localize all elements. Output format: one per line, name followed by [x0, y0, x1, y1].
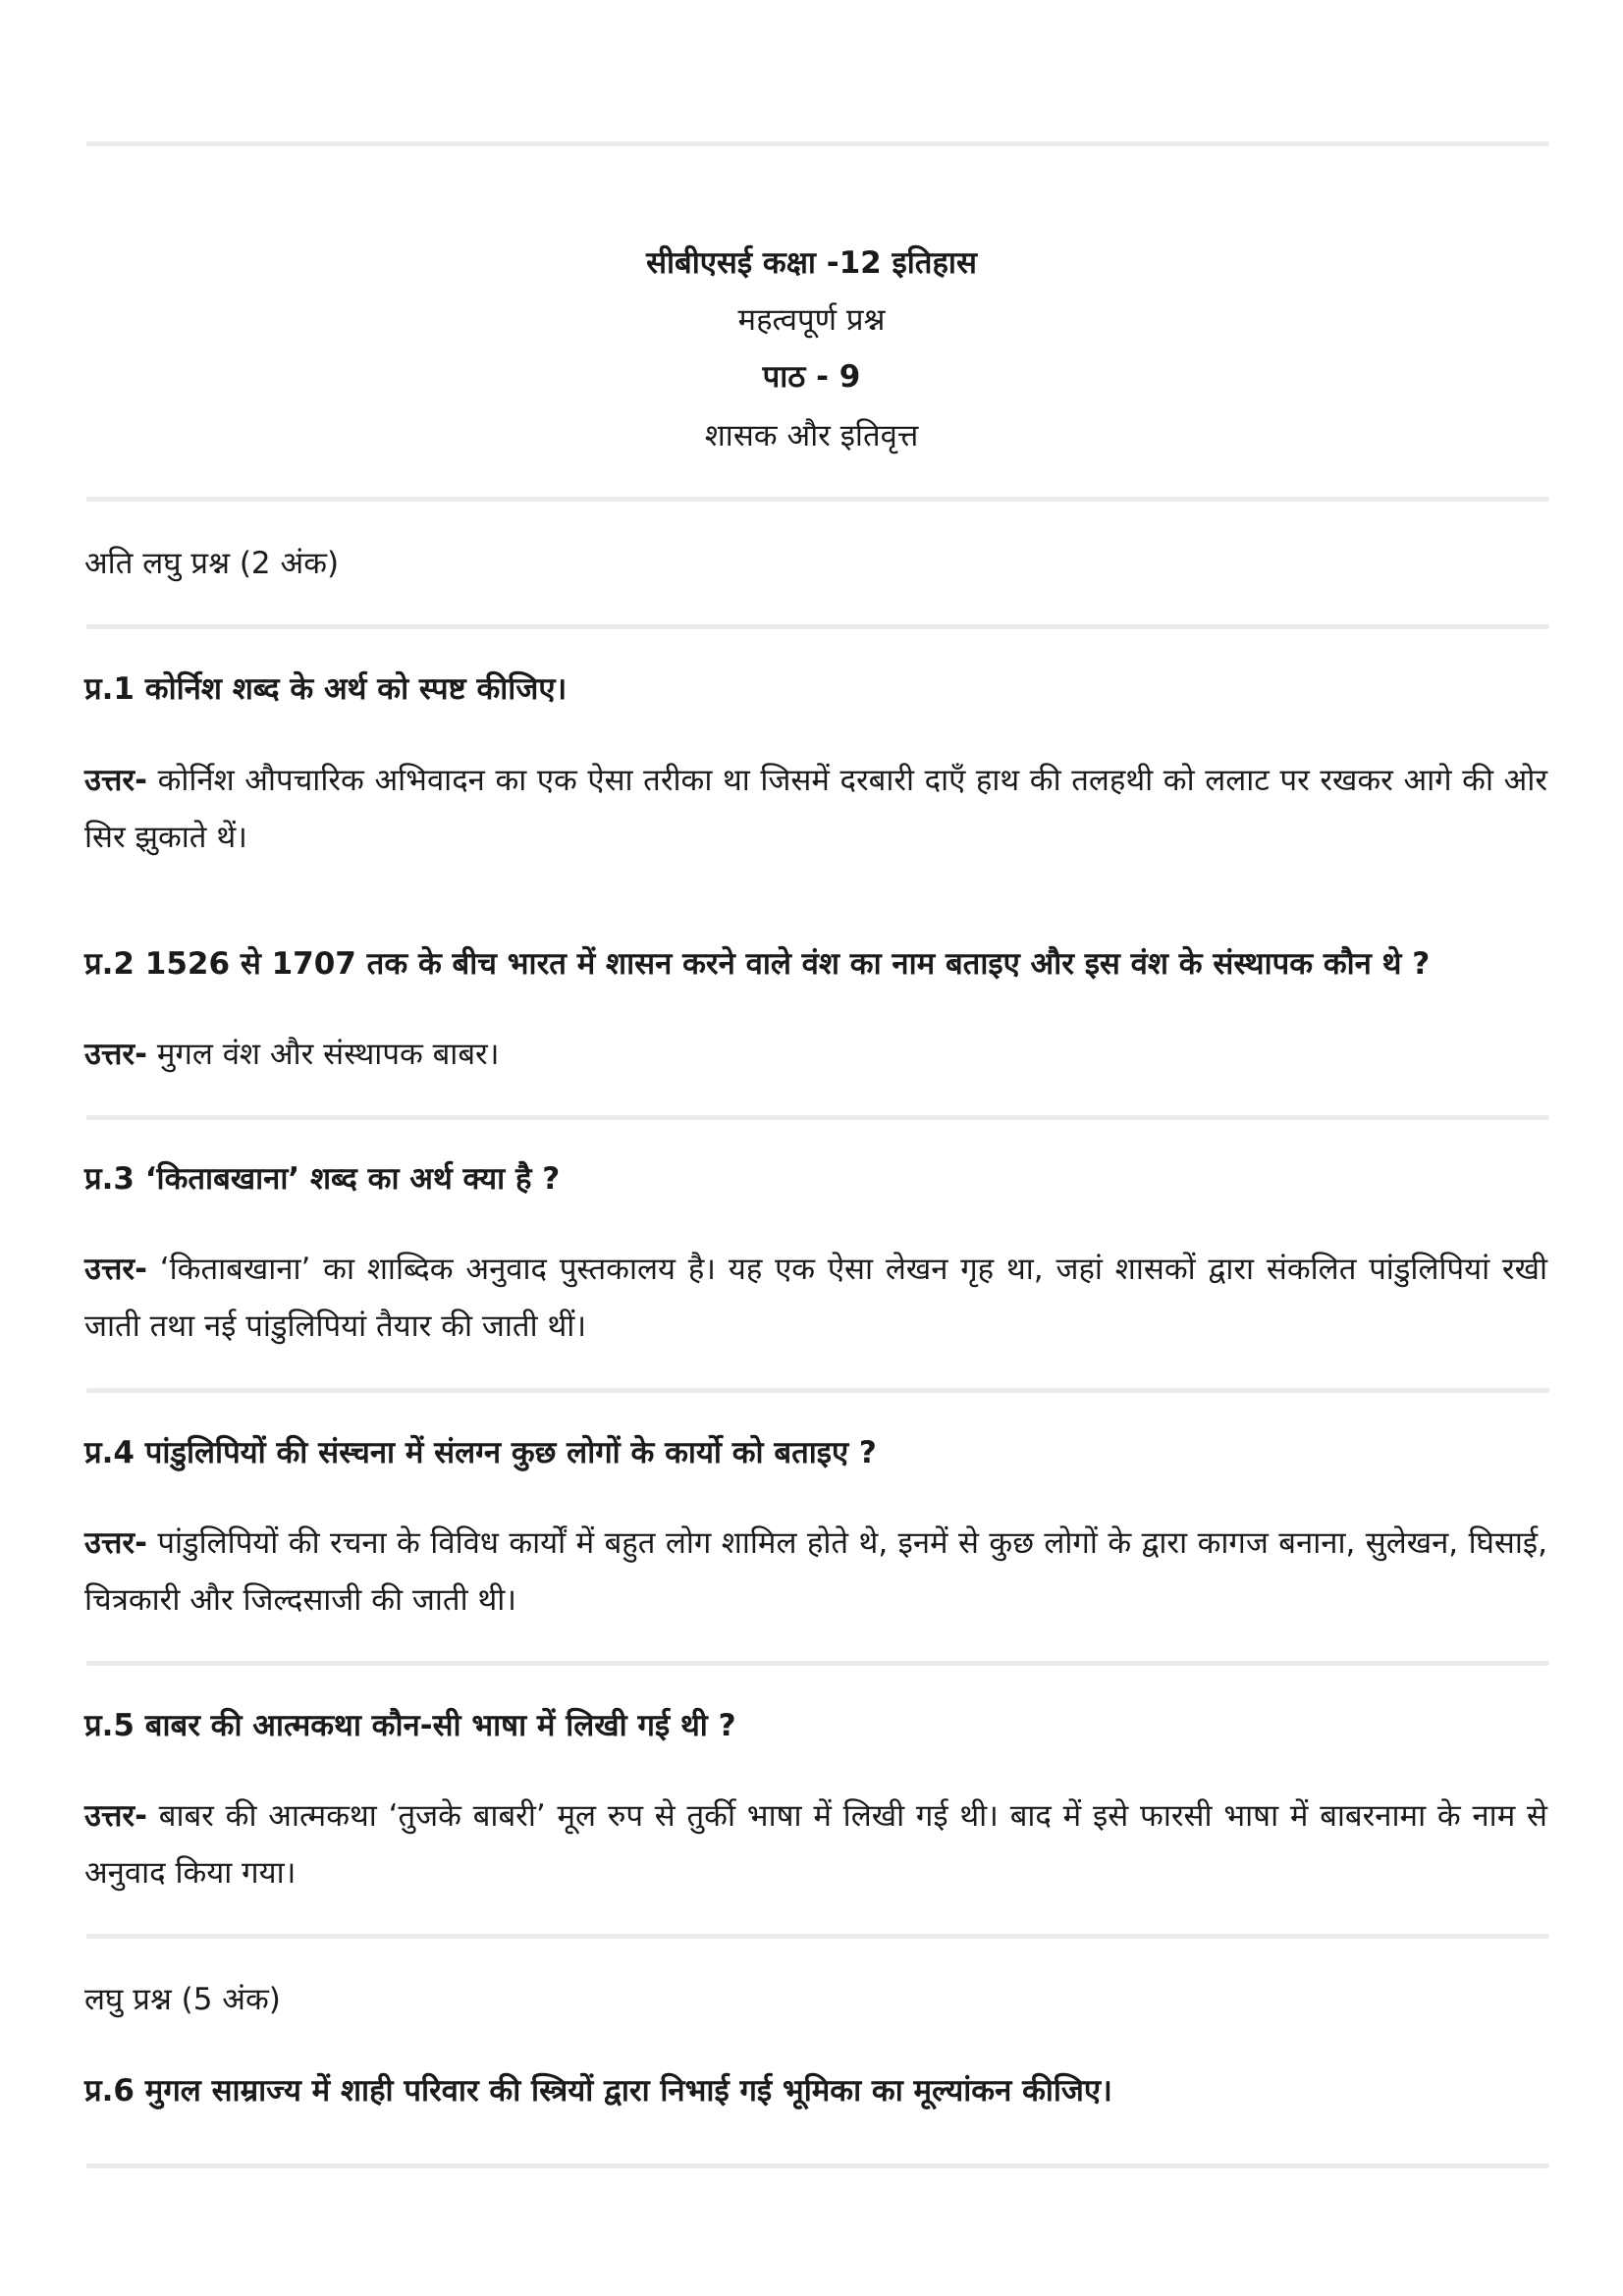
question-4: प्र.4 पांडुलिपियों की संस्चना में संलग्न कुछ लोगों के कार्यो को बताइए ? — [84, 1435, 877, 1470]
divider — [86, 624, 1549, 629]
question-2: प्र.2 1526 से 1707 तक के बीच भारत में शासन करने वाले वंश का नाम बताइए और इस वंश के संस्थापक कौन थे ? — [84, 946, 1431, 982]
doc-title: सीबीएसई कक्षा -12 इतिहास — [646, 245, 977, 281]
divider — [86, 1934, 1549, 1939]
answer-2 — [84, 1026, 1547, 1083]
answer-text: पांडुलिपियों की रचना के विविध कार्यों में बहुत लोग शामिल होते थे, इनमें से कुछ लोगों के द्वारा कागज बनाना, सुलेखन, घिसाई, चित्रकारी और जिल्दसाजी की जाती थी। — [84, 1525, 1547, 1618]
answer-3 — [84, 1241, 1547, 1355]
question-3: प्र.3 ‘किताबखाना’ शब्द का अर्थ क्या है ? — [84, 1161, 561, 1197]
question-6: प्र.6 मुगल साम्राज्य में शाही परिवार की स्त्रियों द्वारा निभाई गई भूमिका का मूल्यांकन कीजिए। — [84, 2073, 1112, 2109]
lesson-number: पाठ - 9 — [762, 359, 861, 395]
doc-subtitle: महत्वपूर्ण प्रश्न — [737, 302, 886, 338]
divider — [86, 1388, 1549, 1393]
question-5: प्र.5 बाबर की आत्मकथा कौन-सी भाषा में लिखी गई थी ? — [84, 1708, 736, 1743]
answer-5 — [84, 1788, 1547, 1901]
divider — [86, 2163, 1549, 2168]
answer-text: ‘किताबखाना’ का शाब्दिक अनुवाद पुस्तकालय है। यह एक ऐसा लेखन गृह था, जहां शासकों द्वारा संकलित पांडुलिपियां रखी जाती तथा नई पांडुलिपियां तैयार की जाती थीं। — [84, 1252, 1547, 1344]
answer-label: उत्तर- — [84, 763, 147, 798]
answer-label: उत्तर- — [84, 1037, 147, 1072]
divider — [86, 497, 1549, 502]
answer-label: उत्तर- — [84, 1252, 147, 1287]
answer-text: मुगल वंश और संस्थापक बाबर। — [156, 1037, 500, 1072]
answer-label: उत्तर- — [84, 1798, 147, 1834]
section-heading-very-short: अति लघु प्रश्न (2 अंक) — [84, 546, 340, 581]
question-1: प्र.1 कोर्निश शब्द के अर्थ को स्पष्ट कीजिए। — [84, 671, 568, 707]
answer-1 — [84, 752, 1547, 866]
answer-text: बाबर की आत्मकथा ‘तुजके बाबरी’ मूल रुप से तुर्की भाषा में लिखी गई थी। बाद में इसे फारसी भाषा में बाबरनामा के नाम से अनुवाद किया गया। — [84, 1798, 1547, 1891]
lesson-title: शासक और इतिवृत्त — [704, 418, 919, 454]
divider — [86, 1661, 1549, 1666]
answer-4 — [84, 1515, 1547, 1629]
divider — [86, 141, 1549, 146]
section-heading-short: लघु प्रश्न (5 अंक) — [84, 1982, 281, 2017]
answer-label: उत्तर- — [84, 1525, 147, 1561]
answer-text: कोर्निश औपचारिक अभिवादन का एक ऐसा तरीका था जिसमें दरबारी दाएँ हाथ की तलहथी को ललाट पर रखकर आगे की ओर सिर झुकाते थें। — [84, 763, 1547, 855]
divider — [86, 1115, 1549, 1120]
